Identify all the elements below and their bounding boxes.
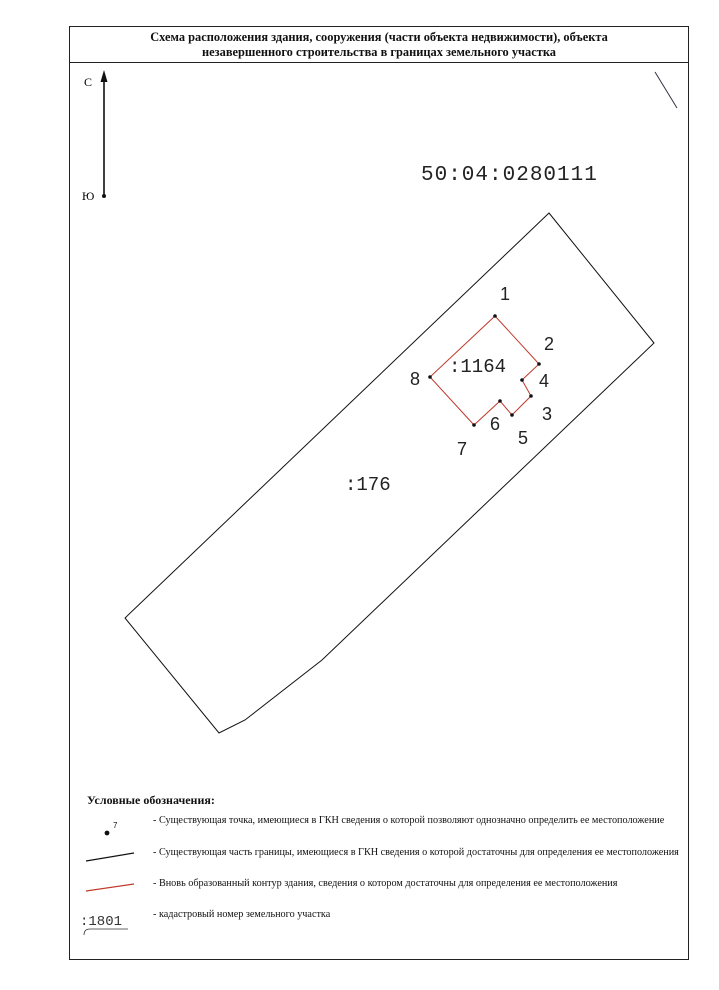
- vertex-1: [493, 314, 497, 318]
- legend-cadastral-label: :1801: [80, 914, 123, 930]
- building-number: :1164: [449, 356, 507, 378]
- legend-item-cadastral-text: - кадастровый номер земельного участка: [153, 909, 331, 920]
- legend-black-line-icon: [86, 853, 134, 861]
- compass-south-label: Ю: [82, 189, 95, 203]
- corner-mark: [655, 72, 677, 108]
- legend-title: Условные обозначения:: [87, 793, 215, 807]
- compass-north-label: С: [84, 75, 93, 89]
- legend-symbols: [80, 821, 134, 935]
- vertex-5: [510, 413, 514, 417]
- legend-item-boundary-text: - Существующая часть границы, имеющиеся в ГКН сведения о которой достаточны для определения ее местоположения: [153, 847, 679, 858]
- legend-point-label: 7: [113, 821, 118, 830]
- point-label-4: 4: [539, 371, 550, 391]
- legend-item-contour-text: - Вновь образованный контур здания, сведения о котором достаточны для определения ее местоположения: [153, 878, 618, 889]
- vertex-7: [472, 423, 476, 427]
- title-line-1: Схема расположения здания, сооружения (части объекта недвижимости), объекта: [150, 29, 608, 44]
- quarter-number: 50:04:0280111: [421, 164, 598, 187]
- point-label-6: 6: [490, 414, 501, 434]
- point-label-2: 2: [544, 334, 555, 354]
- legend-item-point-text: - Существующая точка, имеющиеся в ГКН сведения о которой позволяют однозначно определить ее местоположение: [153, 815, 665, 826]
- vertex-4: [520, 378, 524, 382]
- compass-arrow: [101, 70, 108, 198]
- parcel-number: :176: [345, 474, 391, 496]
- legend-red-line-icon: [86, 884, 134, 891]
- point-label-5: 5: [518, 428, 529, 448]
- point-label-3: 3: [542, 404, 553, 424]
- vertex-2: [537, 362, 541, 366]
- vertex-6: [498, 399, 502, 403]
- point-label-1: 1: [500, 284, 511, 304]
- point-label-7: 7: [457, 439, 468, 459]
- vertex-8: [428, 375, 432, 379]
- legend-point-icon: [105, 831, 110, 836]
- parcel-boundary: [125, 213, 654, 733]
- title-line-2: незавершенного строительства в границах земельного участка: [202, 44, 556, 59]
- point-label-8: 8: [410, 369, 421, 389]
- vertex-3: [529, 394, 533, 398]
